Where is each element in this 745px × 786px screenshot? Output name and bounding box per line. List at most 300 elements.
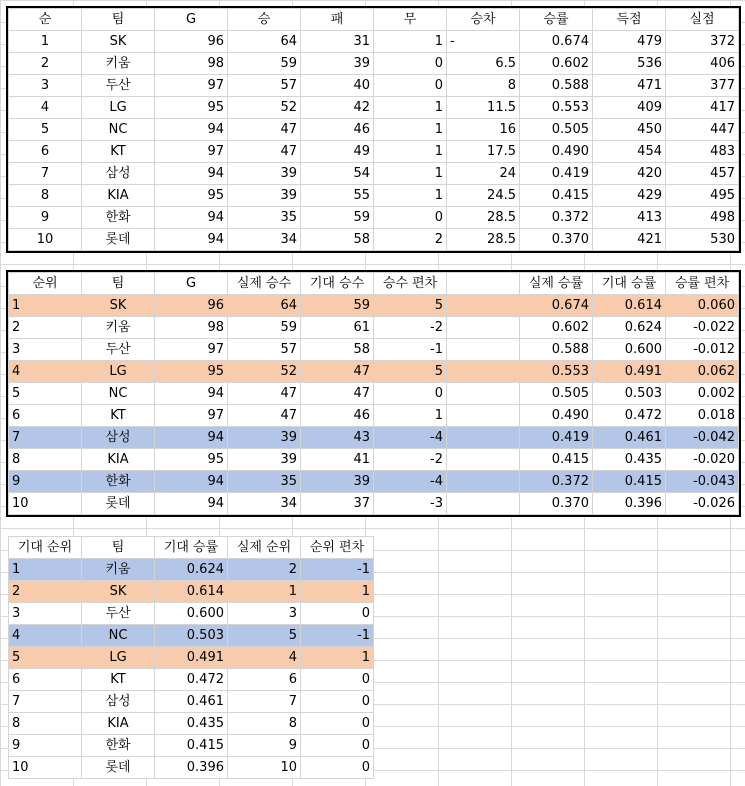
table-cell[interactable]: 0.505 [520,119,593,141]
table-cell[interactable]: 39 [228,427,301,449]
table-row [9,185,739,207]
table-cell[interactable]: 한화 [82,471,155,493]
table-cell[interactable]: 0.435 [593,449,666,471]
header-cell[interactable]: 순 [9,9,82,31]
table-cell[interactable]: 37 [301,493,374,515]
table-cell[interactable]: 0 [301,713,374,735]
table-cell[interactable]: 47 [228,383,301,405]
header-cell[interactable]: 승차 [447,9,520,31]
table-cell[interactable]: 10 [228,757,301,779]
table-cell[interactable]: 8 [9,713,82,735]
table-cell[interactable]: 429 [593,185,666,207]
table-cell[interactable]: 두산 [82,603,155,625]
table-cell[interactable]: 4 [9,97,82,119]
table-cell[interactable]: 46 [301,119,374,141]
table-cell[interactable]: 1 [374,185,447,207]
table-cell[interactable]: 0.419 [520,427,593,449]
table-cell[interactable]: 0 [374,207,447,229]
header-cell[interactable]: 승수 편차 [374,273,447,295]
table-cell[interactable]: 삼성 [82,163,155,185]
table-cell[interactable]: -4 [374,471,447,493]
table-cell[interactable]: 0.505 [520,383,593,405]
table-cell[interactable]: 447 [666,119,739,141]
table-cell[interactable]: 0.472 [593,405,666,427]
table-cell[interactable]: -0.043 [666,471,739,493]
table-cell[interactable]: 0.472 [155,669,228,691]
header-cell[interactable] [447,273,520,295]
header-cell[interactable]: 패 [301,9,374,31]
table-row [9,691,374,713]
table-cell[interactable]: 1 [301,581,374,603]
table-cell[interactable]: 0 [301,603,374,625]
table-cell[interactable]: KT [82,669,155,691]
table-cell[interactable]: 8 [9,185,82,207]
table-cell[interactable]: 0.624 [155,559,228,581]
table-cell[interactable]: 97 [155,141,228,163]
table-cell[interactable]: 97 [155,339,228,361]
table-cell[interactable]: SK [82,581,155,603]
table-cell[interactable]: 59 [301,207,374,229]
table-row [9,493,739,515]
table-cell[interactable]: -0.026 [666,493,739,515]
table-row [9,757,374,779]
table-cell[interactable]: 0.370 [520,493,593,515]
table-cell[interactable]: 0.372 [520,471,593,493]
table-cell[interactable]: 5 [374,361,447,383]
header-row [9,9,739,31]
header-cell[interactable]: 순위 [9,273,82,295]
table-cell[interactable]: 0 [374,383,447,405]
table-row [9,229,739,251]
table-cell[interactable]: 0.370 [520,229,593,251]
table-cell[interactable]: 0.002 [666,383,739,405]
table-cell[interactable]: 0.419 [520,163,593,185]
table-cell[interactable]: 0.503 [593,383,666,405]
table-cell[interactable]: 43 [301,427,374,449]
table-cell[interactable]: 2 [9,53,82,75]
table-cell[interactable]: 8 [9,449,82,471]
table-cell[interactable]: 3 [9,339,82,361]
header-cell[interactable]: 기대 승수 [301,273,374,295]
table-cell[interactable]: 24 [447,163,520,185]
table-cell[interactable]: 64 [228,295,301,317]
table-cell[interactable]: 34 [228,229,301,251]
table-cell[interactable]: 413 [593,207,666,229]
table-cell[interactable]: 삼성 [82,427,155,449]
table-cell[interactable] [447,383,520,405]
table-cell[interactable]: -2 [374,317,447,339]
table-cell[interactable]: -3 [374,493,447,515]
table-cell[interactable]: 8 [228,713,301,735]
table-cell[interactable]: -0.022 [666,317,739,339]
table-cell[interactable]: 0.062 [666,361,739,383]
table-cell[interactable]: NC [82,119,155,141]
table-cell[interactable]: 11.5 [447,97,520,119]
table-cell[interactable]: 5 [9,647,82,669]
table-cell[interactable]: 96 [155,295,228,317]
table-cell[interactable]: 94 [155,493,228,515]
table-cell[interactable]: 0.396 [593,493,666,515]
table-cell[interactable]: LG [82,361,155,383]
table-cell[interactable]: 키움 [82,559,155,581]
table-cell[interactable]: 49 [301,141,374,163]
table-cell[interactable]: 롯데 [82,229,155,251]
table-cell[interactable]: 0.553 [520,97,593,119]
table-cell[interactable]: 94 [155,207,228,229]
header-cell[interactable]: 실제 승수 [228,273,301,295]
table-cell[interactable]: 16 [447,119,520,141]
table-cell[interactable]: 95 [155,97,228,119]
table-cell[interactable]: -0.042 [666,427,739,449]
table-cell[interactable]: 47 [228,141,301,163]
table-row [9,339,739,361]
table-cell[interactable]: -0.020 [666,449,739,471]
table-cell[interactable]: 372 [666,31,739,53]
table-cell[interactable]: 94 [155,471,228,493]
table-cell[interactable]: 1 [9,295,82,317]
table-cell[interactable]: 0.491 [155,647,228,669]
table-cell[interactable]: 52 [228,361,301,383]
table-cell[interactable]: 1 [9,31,82,53]
table-row [9,383,739,405]
table-cell[interactable]: 95 [155,361,228,383]
table-cell[interactable]: 454 [593,141,666,163]
table-cell[interactable]: 2 [374,229,447,251]
table-cell[interactable]: 450 [593,119,666,141]
table-cell[interactable]: 0.415 [155,735,228,757]
table-row [9,163,739,185]
table-cell[interactable]: 39 [228,163,301,185]
table-cell[interactable]: 530 [666,229,739,251]
table-cell[interactable]: 0.018 [666,405,739,427]
table-cell[interactable]: 0.461 [593,427,666,449]
table-cell[interactable]: 6 [9,669,82,691]
table-cell[interactable]: 0.461 [155,691,228,713]
table-cell[interactable]: 96 [155,31,228,53]
table-cell[interactable] [447,339,520,361]
header-row [9,273,739,295]
table-cell[interactable]: - [447,31,520,53]
table-cell[interactable]: 4 [228,647,301,669]
table-cell[interactable]: 2 [9,317,82,339]
table-cell[interactable]: 삼성 [82,691,155,713]
table-cell[interactable]: 0.588 [520,75,593,97]
header-cell[interactable]: 팀 [82,9,155,31]
table-cell[interactable]: 1 [9,559,82,581]
table-cell[interactable]: 34 [228,493,301,515]
header-cell[interactable]: 승 [228,9,301,31]
table-cell[interactable]: 28.5 [447,229,520,251]
table-cell[interactable]: -1 [374,339,447,361]
table-cell[interactable]: 377 [666,75,739,97]
table-cell[interactable]: 7 [9,163,82,185]
header-cell[interactable]: G [155,9,228,31]
table-cell[interactable]: -1 [301,625,374,647]
table-cell[interactable]: 10 [9,757,82,779]
table-cell[interactable]: 0.602 [520,317,593,339]
table-cell[interactable] [447,427,520,449]
header-cell[interactable]: 실제 승률 [520,273,593,295]
table-cell[interactable]: 0 [374,75,447,97]
table-cell[interactable]: 39 [228,185,301,207]
table-cell[interactable]: 두산 [82,339,155,361]
header-cell[interactable]: 기대 승률 [593,273,666,295]
table-cell[interactable]: 0.435 [155,713,228,735]
table-cell[interactable]: 3 [9,603,82,625]
table-cell[interactable]: 42 [301,97,374,119]
table-cell[interactable]: 9 [9,735,82,757]
header-cell[interactable]: 팀 [82,537,155,559]
table-cell[interactable]: 94 [155,427,228,449]
table-cell[interactable]: 47 [228,405,301,427]
table-cell[interactable] [447,471,520,493]
table-cell[interactable]: 57 [228,75,301,97]
table-cell[interactable]: NC [82,625,155,647]
table-cell[interactable]: 0.491 [593,361,666,383]
table-cell[interactable]: 9 [9,207,82,229]
table-cell[interactable]: KT [82,405,155,427]
table-cell[interactable]: 1 [374,163,447,185]
table-row [9,97,739,119]
table-cell[interactable]: KT [82,141,155,163]
table-row [9,405,739,427]
table-cell[interactable]: 55 [301,185,374,207]
table-cell[interactable]: -2 [374,449,447,471]
table-row [9,647,374,669]
table-row [9,735,374,757]
table-cell[interactable]: 롯데 [82,757,155,779]
table-cell[interactable]: 495 [666,185,739,207]
table-cell[interactable]: 35 [228,207,301,229]
table-row [9,119,739,141]
table-cell[interactable]: 39 [301,53,374,75]
table-cell[interactable]: 0 [374,53,447,75]
table-cell[interactable]: 7 [9,691,82,713]
table-cell[interactable]: 41 [301,449,374,471]
table-cell[interactable]: 1 [374,141,447,163]
table-cell[interactable]: 0.614 [593,295,666,317]
table-cell[interactable]: -1 [301,559,374,581]
table-cell[interactable]: 94 [155,119,228,141]
table-cell[interactable] [447,317,520,339]
table-cell[interactable]: 0.674 [520,295,593,317]
table-cell[interactable]: -4 [374,427,447,449]
table-cell[interactable]: 420 [593,163,666,185]
table-cell[interactable]: 0.588 [520,339,593,361]
table-row [9,53,739,75]
table-cell[interactable]: 4 [9,625,82,647]
table-cell[interactable]: 471 [593,75,666,97]
table-cell[interactable]: 97 [155,405,228,427]
table-cell[interactable]: 59 [301,295,374,317]
table-cell[interactable]: 0.600 [593,339,666,361]
table-cell[interactable]: 2 [9,581,82,603]
table-cell[interactable]: 417 [666,97,739,119]
table-cell[interactable] [447,361,520,383]
table-cell[interactable]: 0.674 [520,31,593,53]
table-row [9,427,739,449]
table-cell[interactable]: 5 [9,383,82,405]
table-cell[interactable]: 6 [9,141,82,163]
table-cell[interactable]: KIA [82,713,155,735]
table-cell[interactable]: 3 [228,603,301,625]
table-cell[interactable]: 94 [155,383,228,405]
table-cell[interactable]: 5 [228,625,301,647]
table-cell[interactable]: 0.602 [520,53,593,75]
rank-comparison-table [8,536,374,779]
table-cell[interactable]: 두산 [82,75,155,97]
table-cell[interactable]: 0.614 [155,581,228,603]
table-cell[interactable]: 0.490 [520,141,593,163]
table-cell[interactable]: 1 [374,405,447,427]
table-cell[interactable]: 457 [666,163,739,185]
expected-wins-table [8,272,739,515]
table-cell[interactable]: 28.5 [447,207,520,229]
table-cell[interactable]: 498 [666,207,739,229]
header-cell[interactable]: 기대 순위 [9,537,82,559]
table-cell[interactable]: 6.5 [447,53,520,75]
table-cell[interactable]: 1 [228,581,301,603]
table-cell[interactable]: 47 [301,383,374,405]
table-cell[interactable]: 0.396 [155,757,228,779]
table-cell[interactable]: 479 [593,31,666,53]
header-cell[interactable]: 팀 [82,273,155,295]
table-row [9,317,739,339]
header-cell[interactable]: 실점 [666,9,739,31]
header-cell[interactable]: 승률 편차 [666,273,739,295]
table-cell[interactable]: 0.600 [155,603,228,625]
table-cell[interactable]: 4 [9,361,82,383]
table-cell[interactable]: -0.012 [666,339,739,361]
table-cell[interactable]: 59 [228,317,301,339]
table-cell[interactable]: 0.415 [520,449,593,471]
table-cell[interactable]: LG [82,647,155,669]
table-cell[interactable]: KIA [82,449,155,471]
table-cell[interactable]: 97 [155,75,228,97]
table-cell[interactable]: 9 [228,735,301,757]
table-cell[interactable]: 8 [447,75,520,97]
table-cell[interactable]: 0.415 [520,185,593,207]
table-cell[interactable]: 0.372 [520,207,593,229]
table-cell[interactable]: 98 [155,317,228,339]
table-cell[interactable]: 0 [301,735,374,757]
table-cell[interactable]: 95 [155,449,228,471]
table-cell[interactable]: 46 [301,405,374,427]
table-cell[interactable]: 94 [155,229,228,251]
table-cell[interactable]: 한화 [82,207,155,229]
table-cell[interactable]: 409 [593,97,666,119]
table-cell[interactable]: 17.5 [447,141,520,163]
table-cell[interactable]: 1 [301,647,374,669]
table-cell[interactable]: NC [82,383,155,405]
table-cell[interactable]: 54 [301,163,374,185]
table-cell[interactable]: 536 [593,53,666,75]
table-row [9,625,374,647]
table-cell[interactable]: 3 [9,75,82,97]
table-cell[interactable]: 40 [301,75,374,97]
table-cell[interactable]: 7 [9,427,82,449]
table-cell[interactable]: 5 [9,119,82,141]
table-cell[interactable]: 1 [374,31,447,53]
table-row [9,559,374,581]
table-cell[interactable]: KIA [82,185,155,207]
table-cell[interactable]: 5 [374,295,447,317]
table-cell[interactable]: 7 [228,691,301,713]
table-cell[interactable]: 52 [228,97,301,119]
header-cell[interactable]: 무 [374,9,447,31]
table-cell[interactable]: 61 [301,317,374,339]
table-row [9,361,739,383]
table-cell[interactable]: 9 [9,471,82,493]
table-cell[interactable]: 0.060 [666,295,739,317]
table-cell[interactable] [447,493,520,515]
header-cell[interactable]: 승률 [520,9,593,31]
table-cell[interactable]: 0 [301,669,374,691]
table-row [9,141,739,163]
table-cell[interactable]: SK [82,295,155,317]
table-cell[interactable]: 58 [301,339,374,361]
header-cell[interactable]: 실제 순위 [228,537,301,559]
table-cell[interactable]: 1 [374,97,447,119]
table-cell[interactable]: 35 [228,471,301,493]
table-cell[interactable]: 0.624 [593,317,666,339]
table-cell[interactable]: 10 [9,229,82,251]
table-cell[interactable]: 95 [155,185,228,207]
table-cell[interactable]: 0.503 [155,625,228,647]
table-cell[interactable]: 57 [228,339,301,361]
table-cell[interactable] [447,449,520,471]
table-cell[interactable]: 1 [374,119,447,141]
header-cell[interactable]: 순위 편차 [301,537,374,559]
header-cell[interactable]: G [155,273,228,295]
table-cell[interactable]: 406 [666,53,739,75]
table-cell[interactable]: 64 [228,31,301,53]
table-cell[interactable] [447,295,520,317]
table-cell[interactable]: 롯데 [82,493,155,515]
table-cell[interactable] [447,405,520,427]
table-cell[interactable]: 483 [666,141,739,163]
table-cell[interactable]: 31 [301,31,374,53]
table-cell[interactable]: 24.5 [447,185,520,207]
table-cell[interactable]: 키움 [82,317,155,339]
table-cell[interactable]: 한화 [82,735,155,757]
header-cell[interactable]: 기대 승률 [155,537,228,559]
table-cell[interactable]: 6 [228,669,301,691]
table-cell[interactable]: 39 [228,449,301,471]
header-cell[interactable]: 득점 [593,9,666,31]
table-cell[interactable]: SK [82,31,155,53]
table-cell[interactable]: 94 [155,163,228,185]
table-cell[interactable]: 10 [9,493,82,515]
table-cell[interactable]: 98 [155,53,228,75]
table-cell[interactable]: 47 [301,361,374,383]
table-cell[interactable]: 6 [9,405,82,427]
table-cell[interactable]: 2 [228,559,301,581]
table-cell[interactable]: 421 [593,229,666,251]
table-cell[interactable]: 0 [301,691,374,713]
table-cell[interactable]: 0 [301,757,374,779]
table-cell[interactable]: 0.490 [520,405,593,427]
table-cell[interactable]: 0.553 [520,361,593,383]
table-cell[interactable]: 키움 [82,53,155,75]
table-cell[interactable]: 39 [301,471,374,493]
table-row [9,713,374,735]
table-cell[interactable]: 59 [228,53,301,75]
table-cell[interactable]: 58 [301,229,374,251]
table-cell[interactable]: 0.415 [593,471,666,493]
table-cell[interactable]: LG [82,97,155,119]
table-cell[interactable]: 47 [228,119,301,141]
